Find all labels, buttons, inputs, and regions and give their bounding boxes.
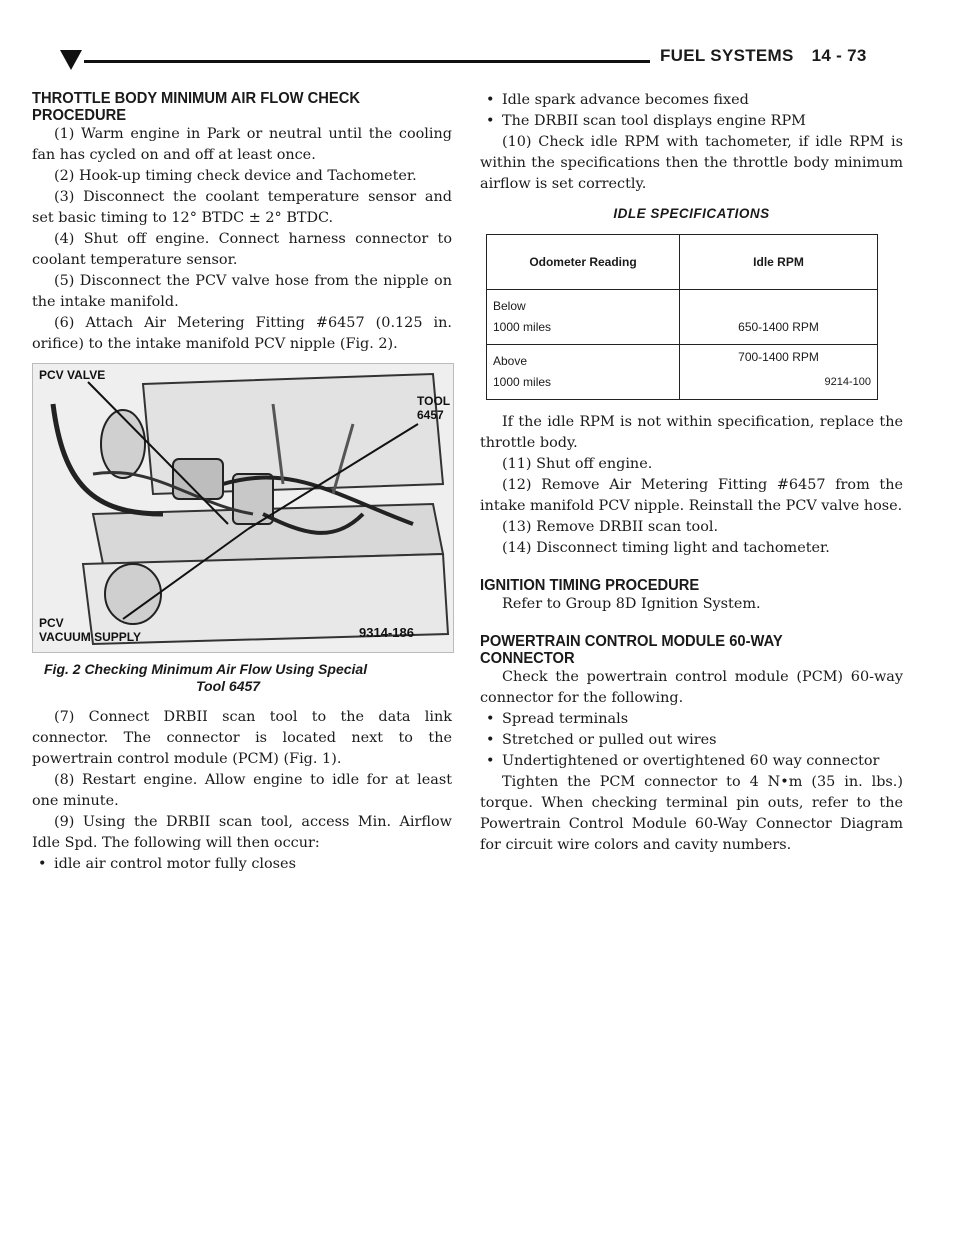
spec-reading-cell [487,290,680,345]
step-9: (9) Using the DRBII scan tool, access Min. Airflow Idle Spd. The following will then occur: [32,814,452,851]
step-13: (13) Remove DRBII scan tool. [502,519,719,535]
figure-caption [44,661,434,695]
spec-reading-cell [487,345,680,400]
reading-line2: 1000 miles [493,375,552,389]
right-column [480,90,903,856]
table-row [487,290,878,345]
caption-line1: Fig. 2 Checking Minimum Air Flow Using Special [44,661,368,677]
step-8: (8) Restart engine. Allow engine to idle for at least one minute. [32,772,452,809]
step-7: (7) Connect DRBII scan tool to the data link connector. The connector is located next to the powertrain control module (PCM) (Fig. 1). [32,709,452,767]
heading-ignition-timing: IGNITION TIMING PROCEDURE [480,577,700,594]
header-rule [84,60,650,63]
step-2: (2) Hook-up timing check device and Tachometer. [54,168,417,184]
spec-header-rpm: Idle RPM [680,235,878,290]
label-tool [417,394,450,422]
pcm-outro: Tighten the PCM connector to 4 N•m (35 in. lbs.) torque. When checking terminal pin outs, refer to the Powertrain Control Module 60-Way Connector Diagram for circuit wire colors and cavity numbers. [480,774,903,853]
spec-rpm-cell: 650-1400 RPM [680,290,878,345]
step-14: (14) Disconnect timing light and tachometer. [502,540,830,556]
reading-line2: 1000 miles [493,320,552,334]
spec-rpm-cell [680,345,878,400]
step-3: (3) Disconnect the coolant temperature sensor and set basic timing to 12° BTDC ± 2° BTDC. [32,189,452,226]
label-tool-line1: TOOL [417,394,451,408]
spec-header-reading: Odometer Reading [487,235,680,290]
caption-line2: Tool 6457 [196,678,261,694]
step-5: (5) Disconnect the PCV valve hose from the nipple on the intake manifold. [32,273,452,310]
page-number: 14 - 73 [811,46,867,65]
bullet-idle-air: • idle air control motor fully closes [32,854,452,875]
bullet-stretched-wires: • Stretched or pulled out wires [480,730,903,751]
pcm-intro: Check the powertrain control module (PCM) 60-way connector for the following. [480,669,903,706]
section-title: FUEL SYSTEMS [660,46,794,65]
bullet-spread-terminals: • Spread terminals [480,709,903,730]
spec-header-row [487,235,878,290]
reading-line1: Below [493,299,526,313]
label-pcv-line1: PCV [39,616,64,630]
engine-illustration [33,364,453,652]
idle-spec-table [486,234,878,400]
after-spec-text: If the idle RPM is not within specification, replace the throttle body. [480,414,903,451]
left-column [32,90,452,875]
ignition-text: Refer to Group 8D Ignition System. [502,596,761,612]
step-4: (4) Shut off engine. Connect harness connector to coolant temperature sensor. [32,231,452,268]
step-11: (11) Shut off engine. [502,456,653,472]
label-pcv-valve: PCV VALVE [39,368,106,382]
step-6: (6) Attach Air Metering Fitting #6457 (0.125 in. orifice) to the intake manifold PCV nipple (Fig. 2). [32,315,452,352]
spec-rpm-value: 700-1400 RPM [738,350,819,364]
label-tool-line2: 6457 [417,408,444,422]
section-marker-icon [60,50,82,70]
running-header [660,46,867,66]
heading-throttle-body: THROTTLE BODY MINIMUM AIR FLOW CHECK PROCEDURE [32,90,361,124]
step-1: (1) Warm engine in Park or neutral until the cooling fan has cycled on and off at least once. [32,126,452,163]
table-row [487,345,878,400]
step-10: (10) Check idle RPM with tachometer, if idle RPM is within the specifications then the throttle body minimum airflow is set correctly. [480,134,903,192]
bullet-drbii-rpm: • The DRBII scan tool displays engine RPM [480,111,903,132]
spec-code: 9214-100 [824,376,871,388]
reading-line1: Above [493,354,528,368]
bullet-spark-advance: • Idle spark advance becomes fixed [480,90,903,111]
bullet-connector-torque: • Undertightened or overtightened 60 way connector [480,751,903,772]
figure-code: 9314-186 [359,625,414,640]
engine-figure [32,363,454,653]
label-pcv-vacuum [39,616,141,644]
spec-title: IDLE SPECIFICATIONS [613,206,770,221]
heading-pcm-connector: POWERTRAIN CONTROL MODULE 60-WAY CONNECTOR [480,633,783,667]
label-pcv-line2: VACUUM SUPPLY [39,630,142,644]
step-12: (12) Remove Air Metering Fitting #6457 from the intake manifold PCV nipple. Reinstall the PCV valve hose. [480,477,903,514]
